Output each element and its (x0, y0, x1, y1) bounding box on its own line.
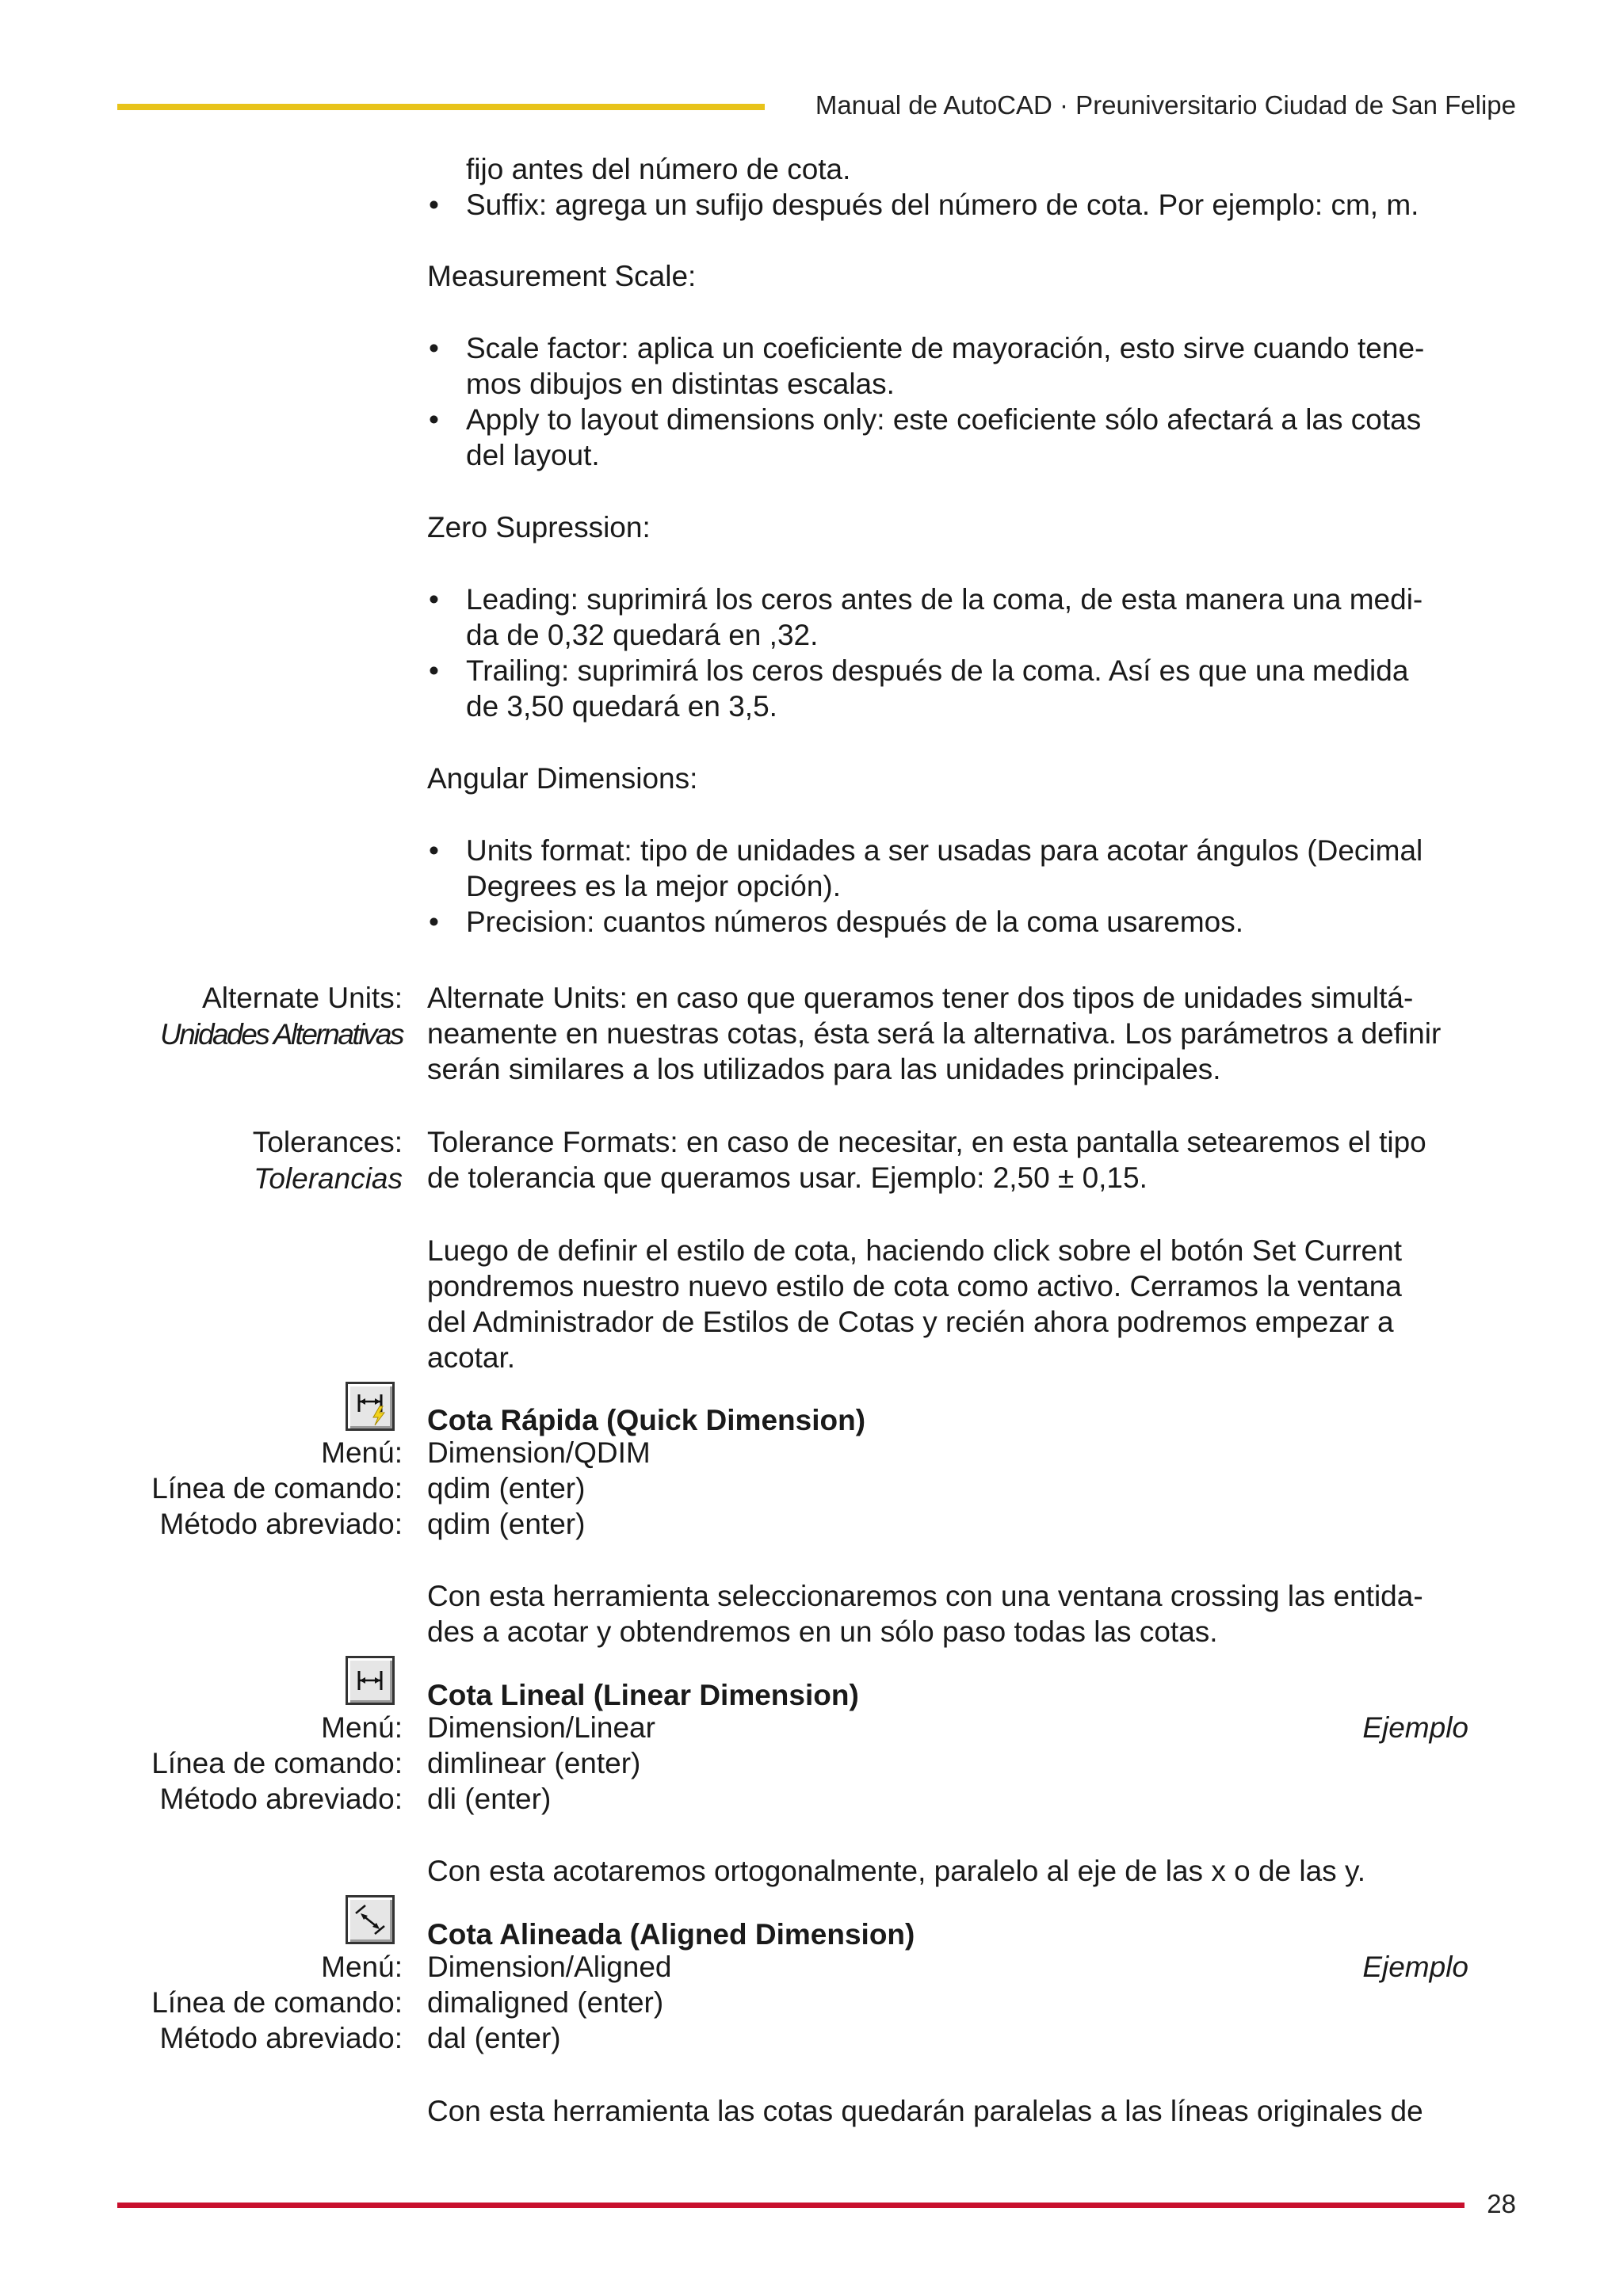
aligned-dimension-icon[interactable] (346, 1895, 395, 1944)
linear-dimension-title: Cota Lineal (Linear Dimension) (427, 1679, 859, 1711)
header-rule (117, 104, 765, 110)
scale-factor-item: Scale factor: aplica un coeficiente de mayoración, esto sirve cuando tene- (466, 332, 1425, 364)
example-link[interactable]: Ejemplo (1362, 1711, 1468, 1744)
measurement-scale-heading: Measurement Scale: (427, 260, 697, 292)
shortcut-label: Método abreviado: (159, 1783, 403, 1815)
units-format-item: Units format: tipo de unidades a ser usadas para acotar ángulos (Decimal (466, 834, 1423, 867)
bullet-icon: • (429, 583, 439, 616)
quick-dimension-command: qdim (enter) (427, 1472, 586, 1505)
trailing-item: Trailing: suprimirá los ceros después de la coma. Así es que una medida (466, 654, 1409, 687)
aligned-dimension-menu: Dimension/Aligned (427, 1951, 672, 1983)
footer-rule (117, 2203, 1465, 2208)
menu-label: Menú: (321, 1951, 403, 1983)
alternate-units-text: Alternate Units: en caso que queramos tener dos tipos de unidades simultá- (427, 982, 1414, 1014)
bullet-icon: • (429, 403, 439, 436)
shortcut-label: Método abreviado: (159, 1508, 403, 1540)
command-line-label: Línea de comando: (151, 1986, 403, 2019)
set-current-text: Luego de definir el estilo de cota, haciendo click sobre el botón Set Current (427, 1234, 1402, 1267)
example-link[interactable]: Ejemplo (1362, 1951, 1468, 1983)
zero-supression-heading: Zero Supression: (427, 511, 651, 543)
linear-dimension-command: dimlinear (enter) (427, 1747, 641, 1779)
tolerances-label-es: Tolerancias (254, 1162, 403, 1195)
linear-dimension-icon[interactable] (346, 1656, 395, 1705)
apply-layout-item-cont: del layout. (466, 439, 600, 471)
leading-item: Leading: suprimirá los ceros antes de la coma, de esta manera una medi- (466, 583, 1423, 616)
aligned-dimension-command: dimaligned (enter) (427, 1986, 664, 2019)
bullet-icon: • (429, 332, 439, 364)
menu-label: Menú: (321, 1711, 403, 1744)
units-format-item-cont: Degrees es la mejor opción). (466, 870, 841, 902)
alternate-units-text: serán similares a los utilizados para las unidades principales. (427, 1053, 1221, 1085)
trailing-item-cont: de 3,50 quedará en 3,5. (466, 690, 777, 723)
command-line-label: Línea de comando: (151, 1472, 403, 1505)
bullet-icon: • (429, 654, 439, 687)
aligned-dimension-shortcut: dal (enter) (427, 2022, 561, 2054)
command-line-label: Línea de comando: (151, 1747, 403, 1779)
leading-item-cont: da de 0,32 quedará en ,32. (466, 619, 819, 651)
tolerances-text: de tolerancia que queramos usar. Ejemplo: 2,50 ± 0,15. (427, 1161, 1148, 1194)
menu-label: Menú: (321, 1436, 403, 1469)
header-title: Manual de AutoCAD · Preuniversitario Ciudad de San Felipe (815, 90, 1516, 120)
shortcut-label: Método abreviado: (159, 2022, 403, 2054)
linear-dimension-text: Con esta acotaremos ortogonalmente, paralelo al eje de las x o de las y. (427, 1855, 1365, 1887)
alternate-units-label-es: Unidades Alternativas (159, 1018, 403, 1051)
linear-dimension-shortcut: dli (enter) (427, 1783, 552, 1815)
bullet-icon: • (429, 189, 439, 221)
aligned-dimension-title: Cota Alineada (Aligned Dimension) (427, 1918, 915, 1951)
set-current-text: pondremos nuestro nuevo estilo de cota como activo. Cerramos la ventana (427, 1270, 1402, 1302)
aligned-dimension-text: Con esta herramienta las cotas quedarán paralelas a las líneas originales de (427, 2095, 1423, 2127)
quick-dimension-shortcut: qdim (enter) (427, 1508, 586, 1540)
bullet-icon: • (429, 906, 439, 938)
set-current-text: acotar. (427, 1341, 516, 1374)
quick-dimension-title: Cota Rápida (Quick Dimension) (427, 1404, 866, 1436)
linear-dimension-menu: Dimension/Linear (427, 1711, 655, 1744)
set-current-text: del Administrador de Estilos de Cotas y recién ahora podremos empezar a (427, 1306, 1394, 1338)
bullet-icon: • (429, 834, 439, 867)
suffix-item: Suffix: agrega un sufijo después del número de cota. Por ejemplo: cm, m. (466, 189, 1419, 221)
quick-dimension-text: des a acotar y obtendremos en un sólo paso todas las cotas. (427, 1615, 1218, 1648)
quick-dimension-menu: Dimension/QDIM (427, 1436, 651, 1469)
alternate-units-label: Alternate Units: (202, 982, 403, 1014)
alternate-units-text: neamente en nuestras cotas, ésta será la alternativa. Los parámetros a definir (427, 1017, 1442, 1050)
precision-item: Precision: cuantos números después de la coma usaremos. (466, 906, 1244, 938)
quick-dimension-icon[interactable] (346, 1382, 395, 1431)
prefix-continuation: fijo antes del número de cota. (466, 153, 851, 185)
scale-factor-item-cont: mos dibujos en distintas escalas. (466, 368, 895, 400)
tolerances-label: Tolerances: (252, 1126, 403, 1158)
angular-dimensions-heading: Angular Dimensions: (427, 762, 698, 795)
apply-layout-item: Apply to layout dimensions only: este coeficiente sólo afectará a las cotas (466, 403, 1422, 436)
page-number: 28 (1487, 2189, 1516, 2218)
tolerances-text: Tolerance Formats: en caso de necesitar, en esta pantalla setearemos el tipo (427, 1126, 1426, 1158)
quick-dimension-text: Con esta herramienta seleccionaremos con una ventana crossing las entida- (427, 1580, 1423, 1612)
